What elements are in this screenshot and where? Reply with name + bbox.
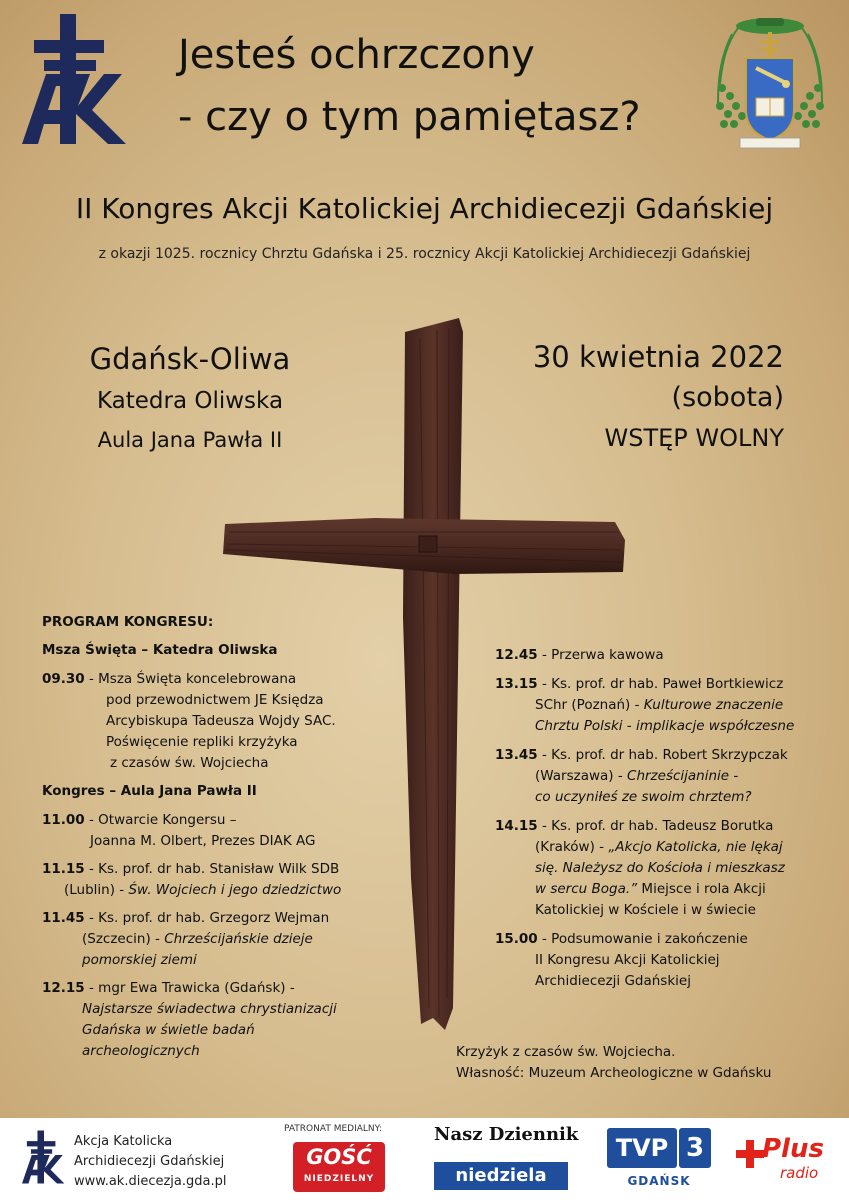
program-topic: Św. Wojciech i jego dziedzictwo [128, 882, 342, 898]
program-text: - Msza Święta koncelebrowana [89, 671, 297, 687]
program-item-1315 [495, 674, 840, 737]
footer-website-link[interactable]: www.ak.diecezja.gda.pl [74, 1174, 227, 1189]
plus-logo-subtext: radio [780, 1164, 819, 1182]
program-text: Archidiecezji Gdańskiej [535, 973, 691, 989]
plus-logo-text: Plus [762, 1134, 824, 1164]
program-item-1415 [495, 816, 840, 921]
patronat-label: PATRONAT MEDIALNY: [284, 1124, 382, 1134]
niedziela-logo: niedziela [434, 1162, 568, 1190]
plus-cross-icon [736, 1140, 764, 1168]
program-topic: Najstarsze świadectwa chrystianizacji [82, 1001, 337, 1017]
archbishop-coat-of-arms-icon [712, 14, 828, 156]
tvp-logo-number: 3 [679, 1128, 711, 1168]
program-section-congress: Kongres – Aula Jana Pawła II [42, 783, 257, 799]
program-time: 13.45 [495, 747, 538, 763]
program-time: 14.15 [495, 818, 538, 834]
location-place: Katedra Oliwska [96, 388, 284, 414]
program-text: - mgr Ewa Trawicka (Gdańsk) - [89, 980, 295, 996]
event-date: 30 kwietnia 2022 [532, 340, 784, 374]
program-text: z czasów św. Wojciecha [110, 755, 269, 771]
program-section-mass: Msza Święta – Katedra Oliwska [42, 642, 278, 658]
cross-caption [456, 1042, 836, 1084]
program-topic: co uczyniłeś ze swoim chrztem? [535, 789, 752, 805]
location-city: Gdańsk-Oliwa [89, 342, 291, 376]
program-text: Katolickiej w Kościele i w świecie [535, 902, 756, 918]
program-topic: pomorskiej ziemi [82, 952, 197, 968]
caption-line: Własność: Muzeum Archeologiczne w Gdańsku [456, 1065, 772, 1081]
program-item-1115 [42, 859, 442, 901]
entry-info: WSTĘP WOLNY [604, 424, 784, 452]
program-text: (Kraków) - [535, 839, 609, 855]
program-topic: się. Należysz do Kościoła i mieszkasz [535, 860, 785, 876]
program-topic: archeologicznych [82, 1043, 200, 1059]
program-topic: Chrześcijaninie - [627, 768, 739, 784]
footer-org-name: Archidiecezji Gdańskiej [74, 1154, 225, 1169]
ak-logo-icon [22, 14, 130, 144]
program-topic: „Akcjo Katolicka, nie lękaj [608, 839, 783, 855]
tvp3-logo [607, 1128, 711, 1168]
plus-radio-logo [736, 1134, 836, 1186]
footer [0, 1118, 849, 1200]
program-text: Poświęcenie repliki krzyżyka [106, 734, 298, 750]
program-time: 11.45 [42, 910, 85, 926]
program-item-1145 [42, 908, 442, 971]
program-item-1500 [495, 929, 840, 992]
program-item-1245 [495, 645, 840, 666]
program-text: - Ks. prof. dr hab. Paweł Bortkiewicz [542, 676, 784, 692]
congress-title: II Kongres Akcji Katolickiej Archidiecezji Gdańskiej [75, 192, 774, 225]
program-text: - Ks. prof. dr hab. Stanisław Wilk SDB [89, 861, 340, 877]
program-time: 13.15 [495, 676, 538, 692]
program-text: - Ks. prof. dr hab. Tadeusz Borutka [542, 818, 774, 834]
event-weekday: (sobota) [671, 382, 784, 413]
footer-org [74, 1132, 226, 1192]
poster-title-line1: Jesteś ochrzczony [178, 32, 535, 78]
program-text: Arcybiskupa Tadeusza Wojdy SAC. [106, 713, 336, 729]
nasz-dziennik-logo: Nasz Dziennik [434, 1124, 579, 1145]
program-text: (Warszawa) - [535, 768, 628, 784]
ak-small-logo-icon [22, 1128, 66, 1186]
program-time: 12.45 [495, 647, 538, 663]
congress-subtitle: z okazji 1025. rocznicy Chrztu Gdańska i 25. rocznicy Akcji Katolickiej Archidiecezji Gdańskiej [98, 246, 751, 262]
program-text: (Szczecin) - [82, 931, 165, 947]
program-heading: PROGRAM KONGRESU: [42, 614, 214, 630]
program-topic: Chrztu Polski - implikacje współczesne [535, 718, 795, 734]
program-text: Joanna M. Olbert, Prezes DIAK AG [90, 833, 316, 849]
program-time: 09.30 [42, 671, 85, 687]
program-topic: Chrześcijańskie dzieje [164, 931, 313, 947]
program-item-1100 [42, 810, 442, 852]
program-text: (Lublin) - [64, 882, 129, 898]
gosc-logo-subtext: NIEDZIELNY [303, 1174, 375, 1184]
program-topic: w sercu Boga.” [535, 881, 638, 897]
program-time: 11.00 [42, 812, 85, 828]
location-hall: Aula Jana Pawła II [97, 428, 283, 452]
program-item-1345 [495, 745, 840, 808]
footer-org-name: Akcja Katolicka [74, 1134, 173, 1149]
program-text: II Kongresu Akcji Katolickiej [535, 952, 720, 968]
program-text: - Przerwa kawowa [542, 647, 664, 663]
caption-line: Krzyżyk z czasów św. Wojciecha. [456, 1044, 676, 1060]
program-text: - Ks. prof. dr hab. Robert Skrzypczak [542, 747, 788, 763]
program-text: SChr (Poznań) - [535, 697, 644, 713]
program-right-column [495, 645, 840, 992]
program-time: 15.00 [495, 931, 538, 947]
program-text: pod przewodnictwem JE Księdza [106, 692, 324, 708]
gosc-niedzielny-logo [293, 1142, 385, 1192]
program-left-column [42, 612, 442, 1062]
program-topic: Gdańska w świetle badań [82, 1022, 255, 1038]
program-text: - Otwarcie Kongersu – [89, 812, 237, 828]
tvp-logo-text: TVP [607, 1128, 677, 1168]
program-time: 11.15 [42, 861, 85, 877]
program-topic: Kulturowe znaczenie [643, 697, 784, 713]
gosc-logo-text: GOŚĆ [306, 1145, 372, 1169]
program-time: 12.15 [42, 980, 85, 996]
program-text: - Podsumowanie i zakończenie [542, 931, 748, 947]
tvp3-city: GDAŃSK [627, 1174, 691, 1188]
program-item-1215 [42, 978, 442, 1062]
program-text: Miejsce i rola Akcji [637, 881, 766, 897]
poster-title-line2: - czy o tym pamiętasz? [178, 94, 641, 140]
program-text: - Ks. prof. dr hab. Grzegorz Wejman [89, 910, 330, 926]
program-item-0930 [42, 669, 442, 774]
